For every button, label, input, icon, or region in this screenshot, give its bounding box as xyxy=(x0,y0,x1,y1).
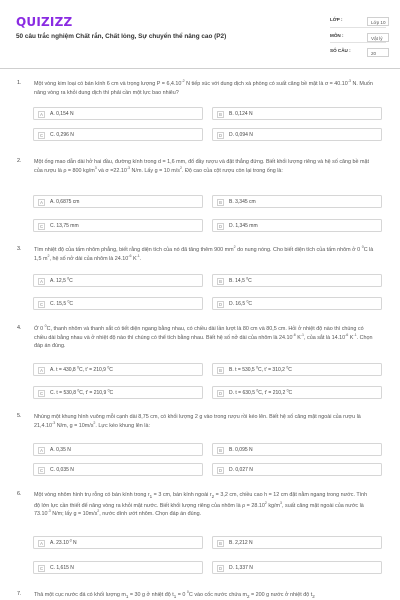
meta-count xyxy=(327,45,387,59)
answer-option-c[interactable] xyxy=(33,128,203,141)
option-text: A. 0,154 N xyxy=(50,110,74,117)
option-text: B. 0,095 N xyxy=(229,446,253,453)
question-number: 4. xyxy=(17,325,22,331)
option-letter: A xyxy=(38,447,45,454)
question-text: Nhúng một khung hình vuông mỗi cạnh dài 8,75 cm, có khối lượng 2 g vào trong rượu rồi kéo lên. Biết hệ số căng mặt ngoài của rượu là $21,4.10^{-3}$ N/m, $g = 10m/s^2$. Lực kéo khung lên là: xyxy=(34,414,361,429)
question-number: 3. xyxy=(17,246,22,252)
option-text: A. t = 430,8 $^0$C, t' = 210,9 $^0$C xyxy=(50,365,113,373)
question-text: Ở 0 $^0$C, thanh nhôm và thanh sắt có tiết diện ngang bằng nhau, có chiều dài lần lượt là 80 cm và 80,5 cm. Hỏi ở nhiệt độ nào thì chúng có chiều dài bằng nhau và ở nhiệt độ nào thì chúng có thể tích bằng nhau. Biết hệ số nở dài của nhôm là $24.10^{-6}$ $K^{-1}$, của sắt là $14.10^{-6}$ $K^{-1}$. Chọn đáp án đúng. xyxy=(34,324,373,349)
option-text: D. t = 630,5 $^0$C, t' = 210,2 $^0$C xyxy=(229,388,293,396)
option-letter: C xyxy=(39,565,44,571)
answer-option-d[interactable] xyxy=(212,219,382,232)
option-text: C. 15,5 $^0$C xyxy=(50,299,74,307)
meta-class-value: Lớp 10 xyxy=(367,17,389,26)
option-text: D. 1,345 mm xyxy=(229,222,258,229)
option-letter: B xyxy=(217,278,224,285)
option-letter: D xyxy=(218,132,223,138)
option-letter: B xyxy=(217,447,224,454)
answer-option-b[interactable] xyxy=(212,536,382,549)
question-text: Một vòng kim loại có bán kính 6 cm và trọng lượng $P = 6,4.10^{-2}$ N tiếp xúc với dung dịch xà phòng có suất căng bề mặt là $\sigma = 40.10^{-3}$ N. Muốn nâng vòng ra khỏi dung dịch thì phải cần một lực bao nhiêu? xyxy=(34,79,373,96)
option-text: D. 0,027 N xyxy=(229,466,253,473)
question-text: Một vòng nhôm hình trụ rỗng có bán kính trong $r_1 = 3$ cm, bán kính ngoài $r_2 = 3,2$ cm, chiều cao h = 12 cm đặt nằm ngang trong nước. Tính độ lớn lực cần thiết để nâng vòng ra khỏi mặt nước. Biết khối lượng riêng của nhôm là $\rho = 28.10^2$ $kg/m^3$, suất căng mặt ngoài của nước là $73.10^{-3}$ N/m; lấy $g = 10m/s^2$, nước dính ướt nhôm. Chọn đáp án đúng. xyxy=(34,492,368,518)
option-letter: A xyxy=(38,278,45,285)
option-letter: C xyxy=(39,223,44,229)
option-text: A. $23.10^{-3}$ N xyxy=(50,538,77,546)
document-header xyxy=(0,0,400,66)
header-divider xyxy=(0,68,400,69)
answer-option-a[interactable] xyxy=(33,195,203,208)
answer-option-c[interactable] xyxy=(33,561,203,574)
answer-option-d[interactable] xyxy=(212,463,382,476)
option-text: A. 12,5 $^0$C xyxy=(50,276,73,284)
option-letter: A xyxy=(38,367,45,374)
option-letter: B xyxy=(217,111,224,118)
option-letter: C xyxy=(39,301,44,307)
question-number: 6. xyxy=(17,491,22,497)
answer-option-d[interactable] xyxy=(212,297,382,310)
answer-option-c[interactable] xyxy=(33,463,203,476)
question-text: Thả một cục nước đá có khối lượng $m_1 = 30$ g ở nhiệt độ $t_1 = 0$ $^0$C vào cốc nước chứa $m_2 = 200$ g nước ở nhiệt độ $t_2$ xyxy=(34,590,315,600)
question-number: 1. xyxy=(17,80,22,86)
meta-class xyxy=(327,14,387,28)
question-number: 7. xyxy=(17,591,22,597)
option-text: A. 0,6875 cm xyxy=(50,198,80,205)
option-letter: A xyxy=(38,111,45,118)
meta-divider xyxy=(330,42,386,43)
question-number: 5. xyxy=(17,413,22,419)
option-text: C. 0,035 N xyxy=(50,466,74,473)
option-text: C. 1,615 N xyxy=(50,564,74,571)
meta-count-label: SỐ CÂU : xyxy=(330,48,351,53)
option-letter: C xyxy=(39,132,44,138)
answer-option-a[interactable] xyxy=(33,363,203,376)
meta-class-label: LỚP : xyxy=(330,17,343,22)
quizizz-logo: QUIZIZZ xyxy=(16,15,73,29)
option-text: C. t = 530,8 $^0$C, t' = 210,9 $^0$C xyxy=(50,388,114,396)
option-text: C. 13,75 mm xyxy=(50,222,79,229)
option-letter: D xyxy=(218,301,223,307)
answer-option-b[interactable] xyxy=(212,107,382,120)
meta-subject-label: MÔN : xyxy=(330,33,344,38)
answer-option-b[interactable] xyxy=(212,195,382,208)
answer-option-c[interactable] xyxy=(33,386,203,399)
answer-option-d[interactable] xyxy=(212,561,382,574)
option-text: D. 16,5 $^0$C xyxy=(229,299,253,307)
answer-option-b[interactable] xyxy=(212,274,382,287)
option-letter: D xyxy=(218,565,223,571)
option-letter: C xyxy=(39,467,44,473)
meta-count-value: 20 xyxy=(367,48,389,57)
option-text: C. 0,296 N xyxy=(50,131,74,138)
option-text: B. 0,124 N xyxy=(229,110,253,117)
option-text: B. t = 530,5 $^0$C, t' = 310,2 $^0$C xyxy=(229,365,292,373)
answer-option-c[interactable] xyxy=(33,297,203,310)
answer-option-c[interactable] xyxy=(33,219,203,232)
option-text: D. 1,337 N xyxy=(229,564,253,571)
option-text: D. 0,094 N xyxy=(229,131,253,138)
document-title: 50 câu trắc nghiệm Chất rắn, Chất lỏng, Sự chuyển thể nâng cao (P2) xyxy=(16,33,227,40)
option-letter: D xyxy=(218,390,223,396)
answer-option-d[interactable] xyxy=(212,386,382,399)
meta-divider xyxy=(330,27,386,28)
option-letter: D xyxy=(218,467,223,473)
option-text: B. 3,345 cm xyxy=(229,198,256,205)
option-text: A. 0,35 N xyxy=(50,446,71,453)
option-letter: B xyxy=(217,367,224,374)
answer-option-d[interactable] xyxy=(212,128,382,141)
option-letter: B xyxy=(217,199,224,206)
option-letter: D xyxy=(218,223,223,229)
answer-option-b[interactable] xyxy=(212,443,382,456)
answer-option-b[interactable] xyxy=(212,363,382,376)
answer-option-a[interactable] xyxy=(33,107,203,120)
answer-option-a[interactable] xyxy=(33,274,203,287)
option-letter: C xyxy=(39,390,44,396)
question-text: Một ống mao dẫn dài hở hai đầu, đường kính trong d = 1,6 mm, đổ đầy rượu và đặt thẳng đứng. Biết khối lượng riêng và hệ số căng bề mặt của rượu là ρ = 800 $kg/m^3$ và $\sigma =22.10^{-3}$ N/m. Lấy g = 10 $m/s^2$. Độ cao của cột rượu còn lại trong ống là: xyxy=(34,159,369,174)
meta-subject-value: Vật lý xyxy=(367,33,389,42)
option-letter: A xyxy=(38,199,45,206)
option-text: B. 2,212 N xyxy=(229,539,253,546)
option-text: B. 14,5 $^0$C xyxy=(229,276,252,284)
option-letter: A xyxy=(38,540,45,547)
answer-option-a[interactable] xyxy=(33,443,203,456)
question-number: 2. xyxy=(17,158,22,164)
option-letter: B xyxy=(217,540,224,547)
question-text: Tìm nhiệt độ của tấm nhôm phẳng, biết rằng diện tích của nó đã tăng thêm 900 $mm^2$ do nung nóng. Cho biết diện tích của tấm nhôm ở 0 $^0$C là 1,5 $m^2$, hệ số nở dài của nhôm là $24.10^{-6}$ $K^{-1}$. xyxy=(34,245,374,262)
answer-option-a[interactable] xyxy=(33,536,203,549)
